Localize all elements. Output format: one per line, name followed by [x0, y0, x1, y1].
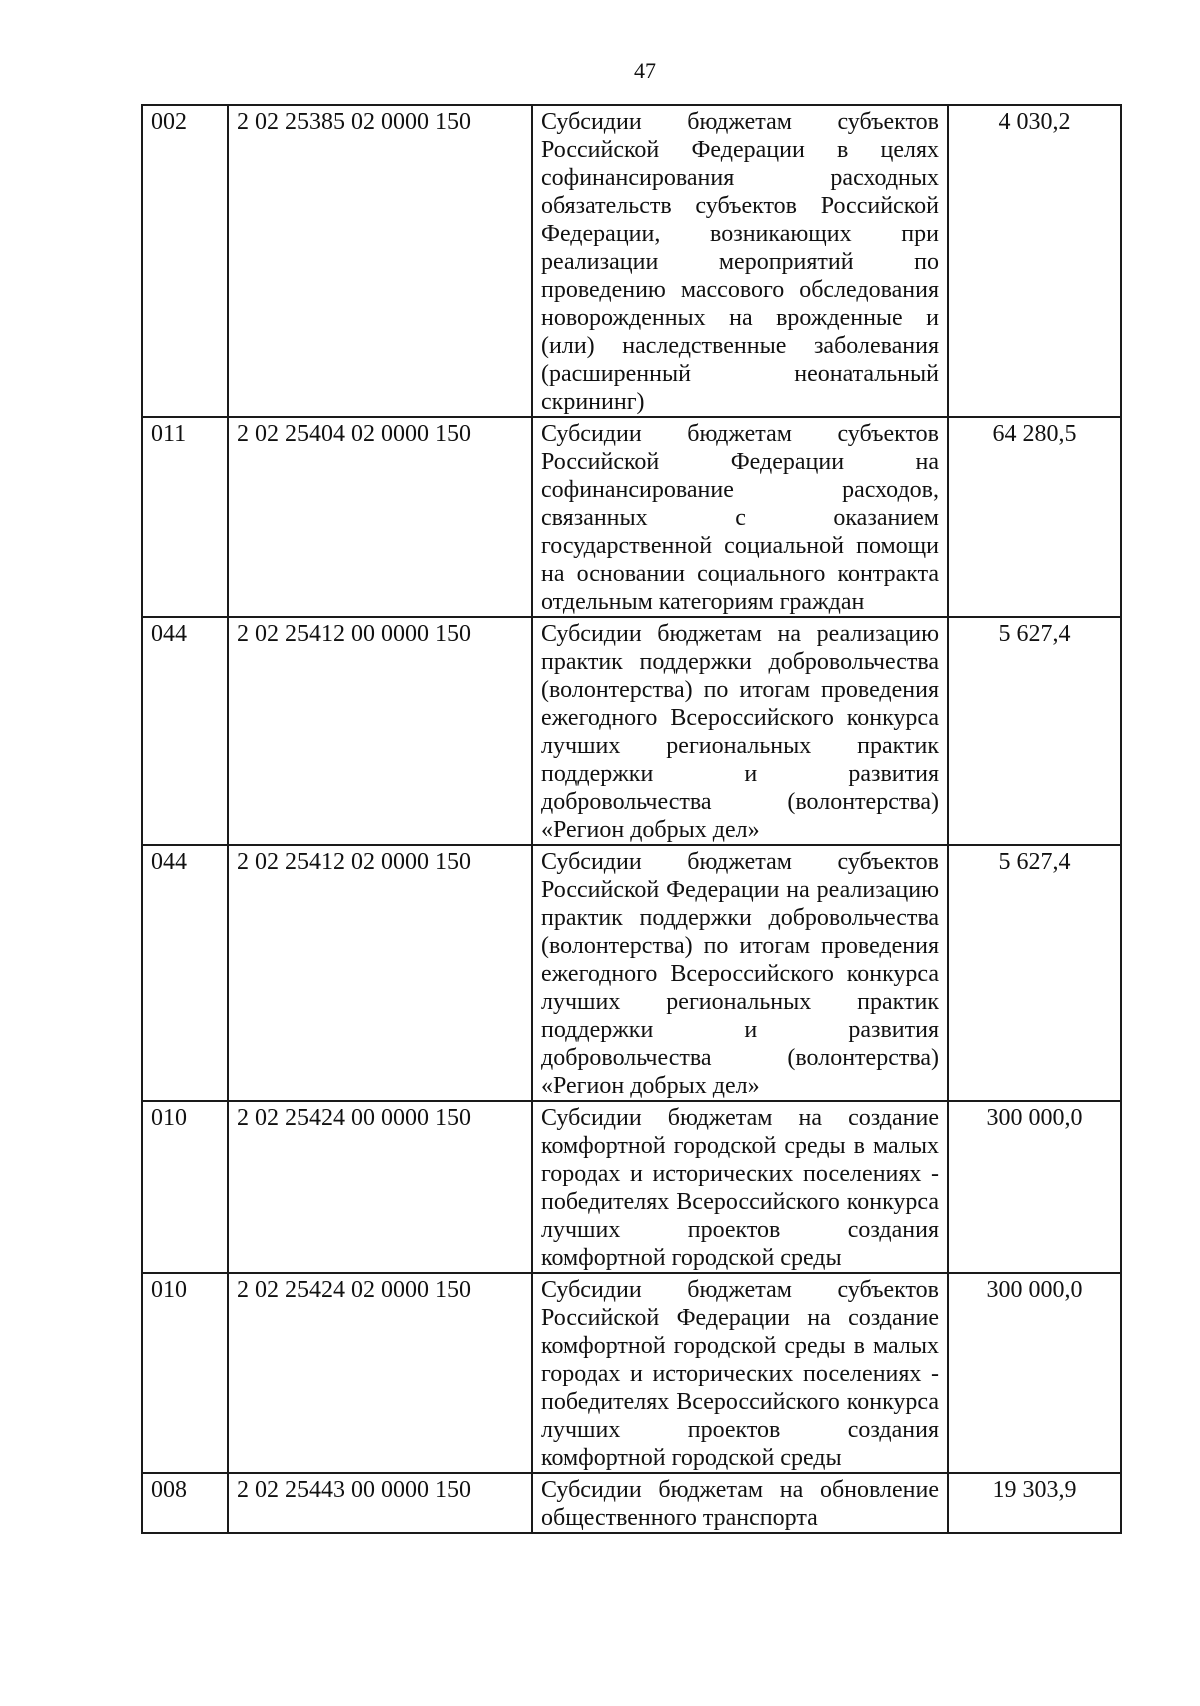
revenue-name-cell: Субсидии бюджетам на обновление общественного транспорта [532, 1473, 948, 1533]
amount-cell: 4 030,2 [948, 105, 1121, 417]
budget-classification-code-cell: 2 02 25412 00 0000 150 [228, 617, 532, 845]
admin-code-cell: 011 [142, 417, 228, 617]
budget-classification-code-cell: 2 02 25443 00 0000 150 [228, 1473, 532, 1533]
revenue-name-cell: Субсидии бюджетам на создание комфортной городской среды в малых городах и исторических поселениях - победителях Всероссийского конкурса лучших проектов создания комфортной городской среды [532, 1101, 948, 1273]
admin-code-cell: 010 [142, 1273, 228, 1473]
table-row [142, 417, 1121, 617]
budget-classification-code-cell: 2 02 25424 00 0000 150 [228, 1101, 532, 1273]
amount-cell: 300 000,0 [948, 1101, 1121, 1273]
table-row [142, 845, 1121, 1101]
revenue-name-cell: Субсидии бюджетам субъектов Российской Федерации на софинансирование расходов, связанных с оказанием государственной социальной помощи на основании социального контракта отдельным категориям граждан [532, 417, 948, 617]
admin-code-cell: 044 [142, 845, 228, 1101]
page-number: 47 [634, 58, 656, 83]
admin-code-cell: 002 [142, 105, 228, 417]
table-row [142, 1273, 1121, 1473]
revenue-name-cell: Субсидии бюджетам субъектов Российской Федерации в целях софинансирования расходных обязательств субъектов Российской Федерации, возникающих при реализации мероприятий по проведению массового обследования новорожденных на врожденные и (или) наследственные заболевания (расширенный неонатальный скрининг) [532, 105, 948, 417]
budget-revenue-table [141, 104, 1122, 1534]
budget-classification-code-cell: 2 02 25404 02 0000 150 [228, 417, 532, 617]
amount-cell: 5 627,4 [948, 845, 1121, 1101]
revenue-name-cell: Субсидии бюджетам субъектов Российской Федерации на реализацию практик поддержки добровольчества (волонтерства) по итогам проведения ежегодного Всероссийского конкурса лучших региональных практик поддержки и развития добровольчества (волонтерства) «Регион добрых дел» [532, 845, 948, 1101]
revenue-name-cell: Субсидии бюджетам на реализацию практик поддержки добровольчества (волонтерства) по итогам проведения ежегодного Всероссийского конкурса лучших региональных практик поддержки и развития добровольчества (волонтерства) «Регион добрых дел» [532, 617, 948, 845]
table-row [142, 617, 1121, 845]
admin-code-cell: 010 [142, 1101, 228, 1273]
budget-classification-code-cell: 2 02 25424 02 0000 150 [228, 1273, 532, 1473]
amount-cell: 19 303,9 [948, 1473, 1121, 1533]
amount-cell: 64 280,5 [948, 417, 1121, 617]
amount-cell: 300 000,0 [948, 1273, 1121, 1473]
budget-classification-code-cell: 2 02 25385 02 0000 150 [228, 105, 532, 417]
table-row [142, 105, 1121, 417]
table-row [142, 1473, 1121, 1533]
admin-code-cell: 044 [142, 617, 228, 845]
budget-classification-code-cell: 2 02 25412 02 0000 150 [228, 845, 532, 1101]
revenue-name-cell: Субсидии бюджетам субъектов Российской Федерации на создание комфортной городской среды в малых городах и исторических поселениях - победителях Всероссийского конкурса лучших проектов создания комфортной городской среды [532, 1273, 948, 1473]
table-row [142, 1101, 1121, 1273]
amount-cell: 5 627,4 [948, 617, 1121, 845]
admin-code-cell: 008 [142, 1473, 228, 1533]
